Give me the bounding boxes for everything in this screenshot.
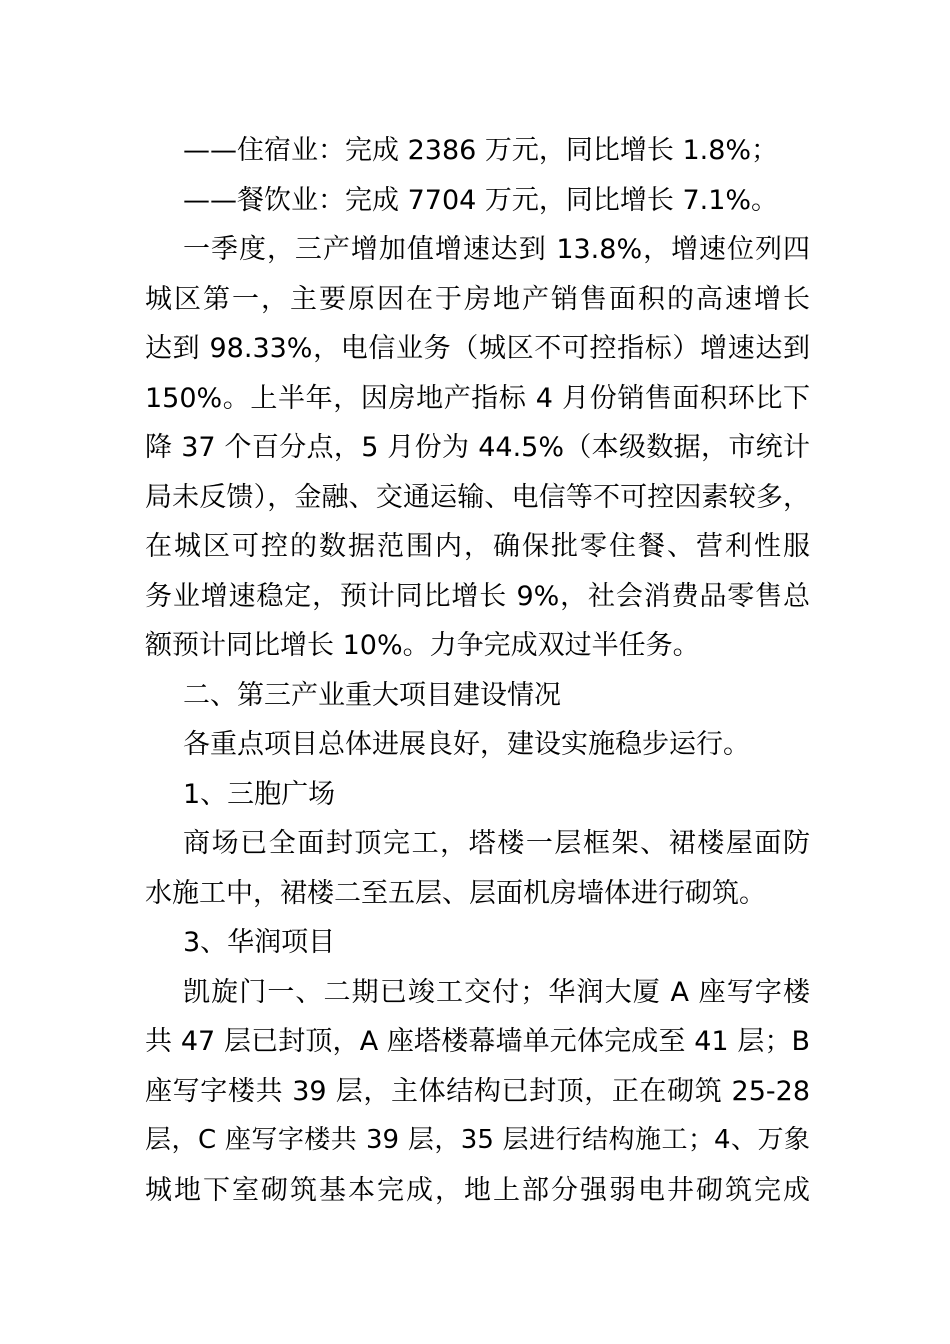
text-line: 座写字楼共 39 层，主体结构已封顶，正在砌筑 25-28 xyxy=(145,1075,810,1107)
text-line: 水施工中，裙楼二至五层、层面机房墙体进行砌筑。 xyxy=(145,877,766,909)
text-line: 商场已全面封顶完工，塔楼一层框架、裙楼屋面防 xyxy=(183,828,810,859)
text-line: 凯旋门一、二期已竣工交付；华润大厦 A 座写字楼 xyxy=(183,976,810,1008)
text-line: 一季度，三产增加值增速达到 13.8%，增速位列四 xyxy=(183,234,810,265)
text-line: 各重点项目总体进展良好，建设实施稳步运行。 xyxy=(183,729,750,760)
text-line: 城地下室砌筑基本完成，地上部分强弱电井砌筑完成 xyxy=(145,1174,810,1206)
text-line: 降 37 个百分点，5 月份为 44.5%（本级数据，市统计 xyxy=(145,432,810,463)
text-line: 额预计同比增长 10%。力争完成双过半任务。 xyxy=(145,630,700,661)
text-line: 城区第一，主要原因在于房地产销售面积的高速增长 xyxy=(145,283,810,315)
document-body xyxy=(145,126,810,1215)
text-line: ——餐饮业：完成 7704 万元，同比增长 7.1%。 xyxy=(183,184,779,216)
subsection-heading: 1、三胞广场 xyxy=(183,778,336,810)
section-heading: 二、第三产业重大项目建设情况 xyxy=(183,679,561,711)
text-line: 共 47 层已封顶，A 座塔楼幕墙单元体完成至 41 层；B xyxy=(145,1026,810,1057)
text-line: 在城区可控的数据范围内，确保批零住餐、营利性服 xyxy=(145,531,810,562)
text-line: 达到 98.33%，电信业务（城区不可控指标）增速达到 xyxy=(145,333,810,364)
text-line: 务业增速稳定，预计同比增长 9%，社会消费品零售总 xyxy=(145,580,810,612)
text-line: 局未反馈），金融、交通运输、电信等不可控因素较多， xyxy=(145,481,810,513)
text-line: 层，C 座写字楼共 39 层，35 层进行结构施工；4、万象 xyxy=(145,1125,810,1155)
subsection-heading: 3、华润项目 xyxy=(183,927,336,958)
text-line: ——住宿业：完成 2386 万元，同比增长 1.8%； xyxy=(183,135,779,166)
text-line: 150%。上半年，因房地产指标 4 月份销售面积环比下 xyxy=(145,382,810,414)
